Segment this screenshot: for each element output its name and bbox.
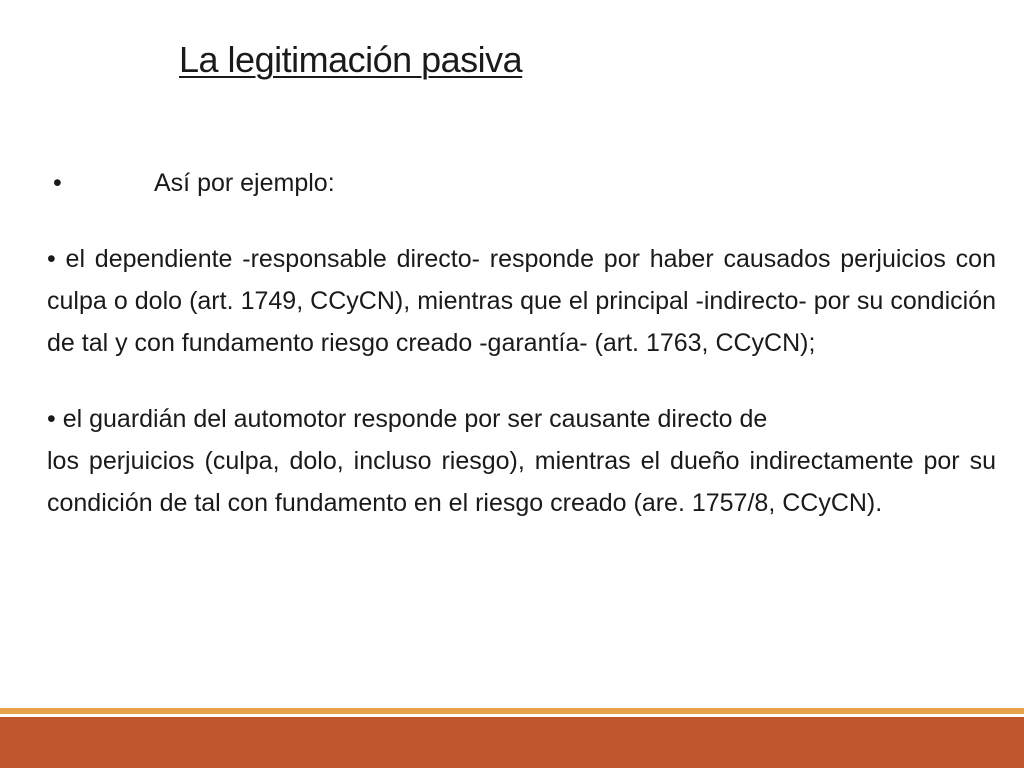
slide-body <box>47 162 996 524</box>
bullet-icon: • <box>53 169 62 197</box>
paragraph-guardian-line: • el guardián del automotor responde por ser causante directo de <box>47 405 768 433</box>
paragraph-dependiente: • el dependiente -responsable directo- responde por haber causados perjuicios con culpa o dolo (art. 1749, CCyCN), mientras que el principal -indirecto- por su condición de tal y con fundamento riesgo creado -garantía- (art. 1763, CCyCN); <box>47 245 996 357</box>
intro-line <box>47 162 996 204</box>
paragraph-guardian-cont: los perjuicios (culpa, dolo, incluso riesgo), mientras el dueño indirectamente por su condición de tal con fundamento en el riesgo creado (are. 1757/8, CCyCN). <box>47 447 996 517</box>
accent-line <box>0 708 1024 714</box>
spacer <box>47 364 996 398</box>
intro-text: Así por ejemplo: <box>154 169 335 197</box>
spacer <box>47 204 996 238</box>
footer-band <box>0 717 1024 768</box>
slide-title: La legitimación pasiva <box>179 39 523 80</box>
